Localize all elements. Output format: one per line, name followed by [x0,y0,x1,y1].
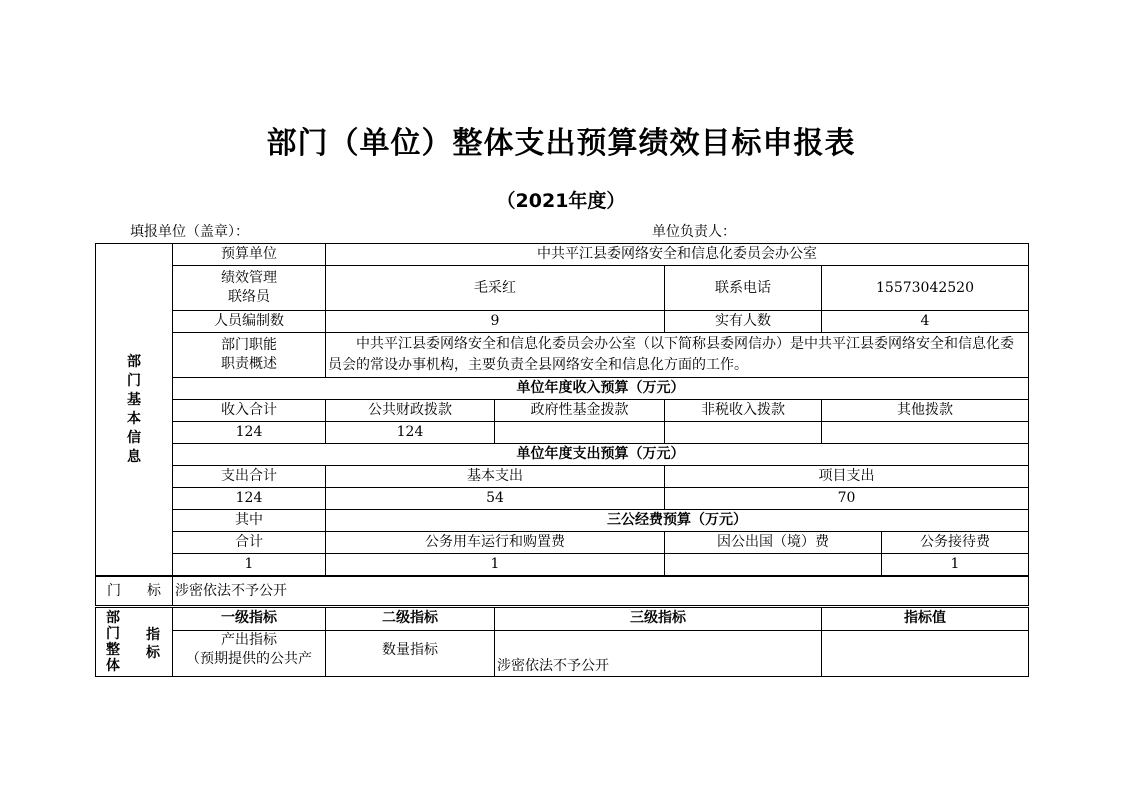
row-contact [96,266,1029,311]
phone-label: 联系电话 [665,266,822,311]
income-value-non-tax [665,422,822,444]
staff-quota-value: 9 [326,311,665,333]
row-indicator-output [96,630,1029,676]
phone-value: 15573042520 [822,266,1029,311]
budget-unit-label: 预算单位 [173,244,326,266]
indicator-section-label: 部 门 整 体 指 标 [96,607,173,677]
row-income-heading [96,378,1029,400]
three-public-heading: 三公经费预算（万元） [326,510,1029,532]
expense-value-project: 70 [665,488,1029,510]
row-income-values [96,422,1029,444]
income-value-total: 124 [173,422,326,444]
expense-value-total: 124 [173,488,326,510]
budget-form-table [95,243,1029,576]
income-header-other: 其他拨款 [822,400,1029,422]
expense-header-total: 支出合计 [173,466,326,488]
target-value: 涉密依法不予公开 [173,577,1029,607]
indicator-target-value [822,630,1029,676]
staff-quota-label: 人员编制数 [173,311,326,333]
expense-header-project: 项目支出 [665,466,1029,488]
income-heading: 单位年度收入预算（万元） [173,378,1029,400]
expense-value-basic: 54 [326,488,665,510]
fill-unit-label: 填报单位（盖章）： [130,224,249,240]
target-indicator-table [95,576,1029,677]
row-expense-heading [96,444,1029,466]
three-public-value-reception: 1 [882,554,1029,576]
budget-unit-value: 中共平江县委网络安全和信息化委员会办公室 [326,244,1029,266]
expense-heading: 单位年度支出预算（万元） [173,444,1029,466]
expense-header-basic: 基本支出 [326,466,665,488]
income-header-gov-fund: 政府性基金拨款 [495,400,665,422]
income-value-gov-fund [495,422,665,444]
row-income-headers [96,400,1029,422]
actual-staff-value: 4 [822,311,1029,333]
page-title: 部门（单位）整体支出预算绩效目标申报表 [266,126,856,161]
row-expense-headers [96,466,1029,488]
income-header-total: 收入合计 [173,400,326,422]
indicator-header-level3: 三级指标 [495,607,822,631]
income-value-other [822,422,1029,444]
indicator-level2-quantity: 数量指标 [326,630,495,676]
income-header-non-tax: 非税收入拨款 [665,400,822,422]
income-header-public-finance: 公共财政拨款 [326,400,495,422]
row-target [96,577,1029,607]
among-label: 其中 [173,510,326,532]
three-public-value-total: 1 [173,554,326,576]
indicator-level3-value: 涉密依法不予公开 [495,630,822,676]
row-budget-unit [96,244,1029,266]
three-public-value-vehicle: 1 [326,554,665,576]
row-duty [96,333,1029,378]
basic-info-section-label: 部 门 基 本 信 息 [96,244,173,576]
three-public-header-vehicle: 公务用车运行和购置费 [326,532,665,554]
three-public-value-abroad [665,554,882,576]
indicator-header-level2: 二级指标 [326,607,495,631]
row-three-public-values [96,554,1029,576]
unit-head-label: 单位负责人： [652,224,736,240]
contact-value: 毛采红 [326,266,665,311]
duty-label: 部门职能 职责概述 [173,333,326,378]
actual-staff-label: 实有人数 [665,311,822,333]
report-year: （2021年度） [496,190,626,212]
row-three-public-heading [96,510,1029,532]
row-three-public-headers [96,532,1029,554]
three-public-header-abroad: 因公出国（境）费 [665,532,882,554]
contact-label: 绩效管理 联络员 [173,266,326,311]
row-indicator-headers [96,607,1029,631]
row-staff [96,311,1029,333]
indicator-header-level1: 一级指标 [173,607,326,631]
duty-description: 中共平江县委网络安全和信息化委员会办公室（以下简称县委网信办）是中共平江县委网络安全和信息化委员会的常设办事机构，主要负责全县网络安全和信息化方面的工作。 [326,333,1029,378]
indicator-level1-output: 产出指标 （预期提供的公共产 [173,630,326,676]
indicator-header-value: 指标值 [822,607,1029,631]
three-public-header-reception: 公务接待费 [882,532,1029,554]
three-public-header-total: 合计 [173,532,326,554]
target-label: 门 标 [96,577,173,607]
row-expense-values [96,488,1029,510]
income-value-public-finance: 124 [326,422,495,444]
